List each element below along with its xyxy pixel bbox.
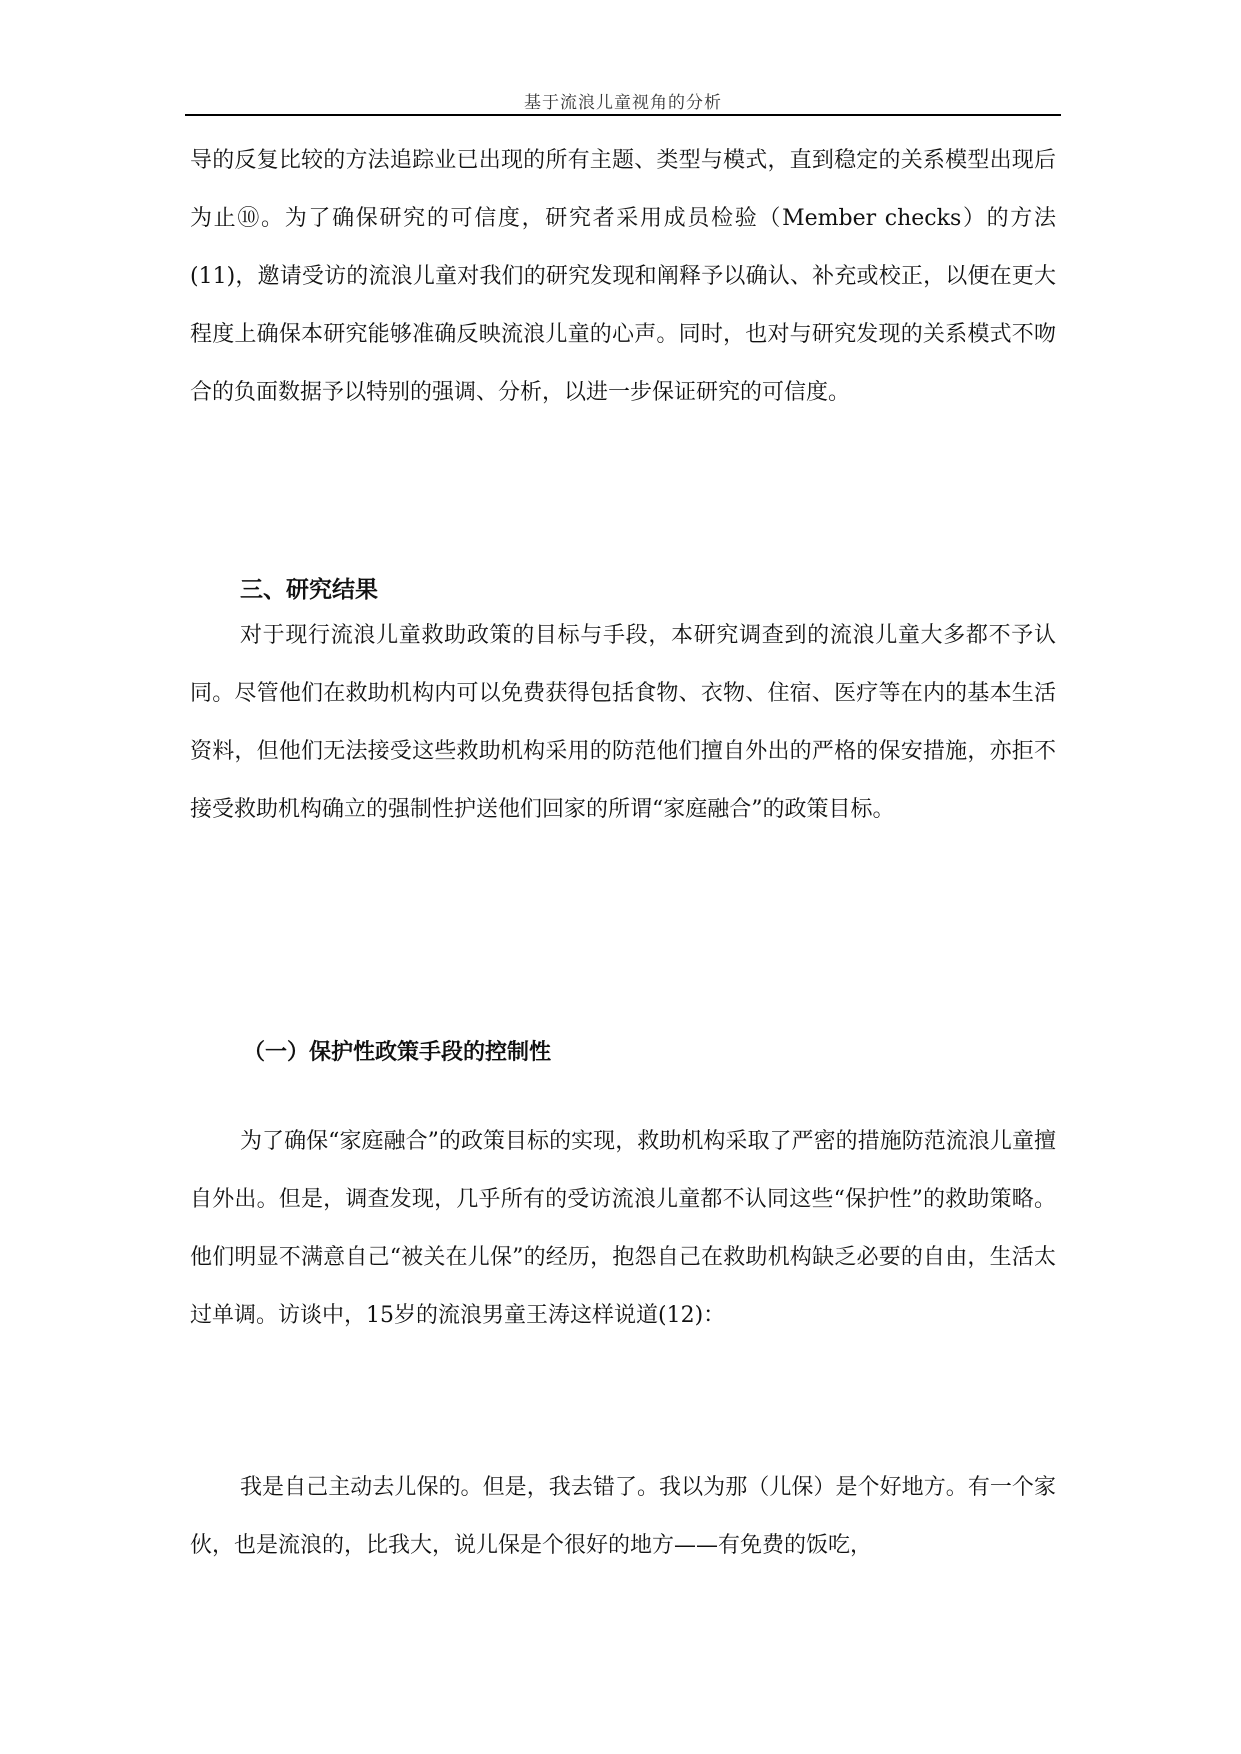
quote-paragraph-block bbox=[190, 1459, 1056, 1575]
header-rule bbox=[185, 114, 1061, 116]
section-heading-results: 三、研究结果 bbox=[240, 576, 378, 603]
paragraph-results-intro: 对于现行流浪儿童救助政策的目标与手段，本研究调查到的流浪儿童大多都不予认同。尽管他们在救助机构内可以免费获得包括食物、衣物、住宿、医疗等在内的基本生活资料，但他们无法接受这些救助机构采用的防范他们擅自外出的严格的保安措施，亦拒不接受救助机构确立的强制性护送他们回家的所谓“家庭融合”的政策目标。 bbox=[190, 623, 1056, 822]
protective-paragraph-block bbox=[190, 1113, 1056, 1345]
running-header: 基于流浪儿童视角的分析 bbox=[524, 93, 722, 113]
paragraph-methodology-continued: 导的反复比较的方法追踪业已出现的所有主题、类型与模式，直到稳定的关系模型出现后为止⑩。为了确保研究的可信度，研究者采用成员检验（Member checks）的方法(11)，邀请受访的流浪儿童对我们的研究发现和阐释予以确认、补充或校正，以便在更大程度上确保本研究能够准确反映流浪儿童的心声。同时，也对与研究发现的关系模式不吻合的负面数据予以特别的强调、分析，以进一步保证研究的可信度。 bbox=[190, 148, 1056, 405]
subsection-heading-protective: （一）保护性政策手段的控制性 bbox=[243, 1039, 552, 1065]
continued-paragraph-block bbox=[190, 132, 1056, 422]
paragraph-protective-policy: 为了确保“家庭融合”的政策目标的实现，救助机构采取了严密的措施防范流浪儿童擅自外出。但是，调查发现，几乎所有的受访流浪儿童都不认同这些“保护性”的救助策略。他们明显不满意自己“被关在儿保”的经历，抱怨自己在救助机构缺乏必要的自由，生活太过单调。访谈中，15岁的流浪男童王涛这样说道(12)： bbox=[190, 1129, 1056, 1328]
paragraph-interview-quote: 我是自己主动去儿保的。但是，我去错了。我以为那（儿保）是个好地方。有一个家伙，也是流浪的，比我大，说儿保是个很好的地方——有免费的饭吃， bbox=[190, 1475, 1056, 1558]
results-paragraph-block bbox=[190, 607, 1056, 839]
